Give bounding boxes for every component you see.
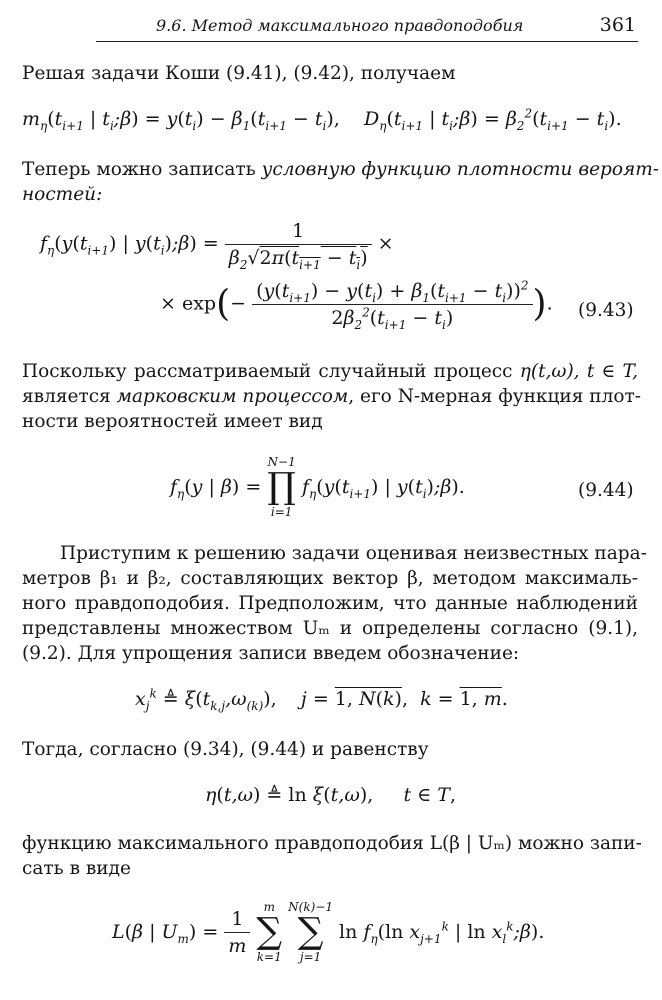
paragraph-line: метров β₁ и β₂, составляющих вектор β, методом максималь-	[22, 568, 638, 589]
equation-likelihood: L(β | $U_m$) = $\frac{1}{m}$ m ∑ k=1 N(k)−1 ∑ j=1 $\ln f_\eta(\ln$ $x_{j+1}^k$ | $\ln x_l^k;\beta$).	[112, 900, 545, 964]
paragraph-line: Решая задачи Коши (9.41), (9.42), получаем	[22, 63, 456, 84]
equation-log-process: η(t,ω) ≜ ln ξ(t,ω), t ∈ T,	[205, 784, 456, 806]
paragraph-line	[22, 158, 660, 182]
text-run: Теперь можно записать	[22, 159, 262, 180]
paragraph-line	[22, 183, 638, 207]
text-run: , его N-мерная функция плот-	[348, 386, 641, 407]
paragraph-line: ности вероятностей имеет вид	[22, 411, 323, 432]
paragraph-line	[22, 360, 638, 384]
header-rule	[96, 41, 638, 42]
paragraph-line	[22, 385, 641, 409]
text-run: является	[22, 386, 117, 407]
equation-notation: $x_j^k$ ≜ $\xi(t_{k,j},\omega_{(k)})$, j = 1, N(k), k = 1, m.	[135, 686, 508, 713]
paragraph-line: (9.2). Для упрощения записи введем обозначение:	[22, 643, 520, 664]
paragraph-line: сать в виде	[22, 858, 131, 879]
paragraph-line: представлены множеством Uₘ и определены согласно (9.1),	[22, 618, 638, 639]
paragraph-line: ного правдоподобия. Предположим, что данные наблюдений	[22, 593, 638, 614]
math-inline: η(t,ω), t ∈ T,	[519, 361, 638, 382]
equation-9-43-line1: $f_\eta(y(t_{i+1})$ | $y(t_i);\beta$) = $\frac{1}{\beta_2√2\pi(t_{i+1} - t_i)}$ ×	[40, 220, 394, 272]
emphasis-term: условную функцию плотности вероят-	[261, 159, 660, 180]
equation-9-43-line2: × exp(− $\frac{(y(t_{i+1}) - y(t_i) + \beta_1(t_{i+1} - t_i))^2}{2\beta_2^2(t_{i+1} - t_i)}$ ).	[160, 278, 553, 332]
paragraph-line: Тогда, согласно (9.34), (9.44) и равенству	[22, 739, 429, 760]
equation-number: (9.44)	[578, 480, 634, 501]
paragraph-line: функцию максимального правдоподобия L(β | Uₘ) можно запи-	[22, 833, 642, 854]
text-run: Поскольку рассматриваемый случайный процесс	[22, 361, 520, 382]
running-header	[96, 14, 636, 40]
equation-9-44: $f_\eta(y$ | β) = N−1 ∏ i=1 $f_\eta(y(t_{i+1})$ | $y(t_i);\beta$).	[170, 455, 465, 519]
paragraph-line: Приступим к решению задачи оценивая неизвестных пара-	[60, 543, 647, 564]
equation-number: (9.43)	[578, 300, 634, 321]
emphasis-term: ностей:	[22, 184, 103, 205]
equation-mean-variance: $m_\eta(t_{i+1}$ | $t_i;\beta) = y(t_i) - \beta_1(t_{i+1} - t_i)$, $D_\eta(t_{i+1}$ | $t_i;\beta) = \beta_2^2(t_{i+1} - t_i)$.	[22, 106, 622, 133]
page-number: 361	[599, 14, 636, 36]
emphasis-term: марковским процессом	[116, 386, 349, 407]
running-title: 9.6. Метод максимального правдоподобия	[156, 16, 524, 35]
